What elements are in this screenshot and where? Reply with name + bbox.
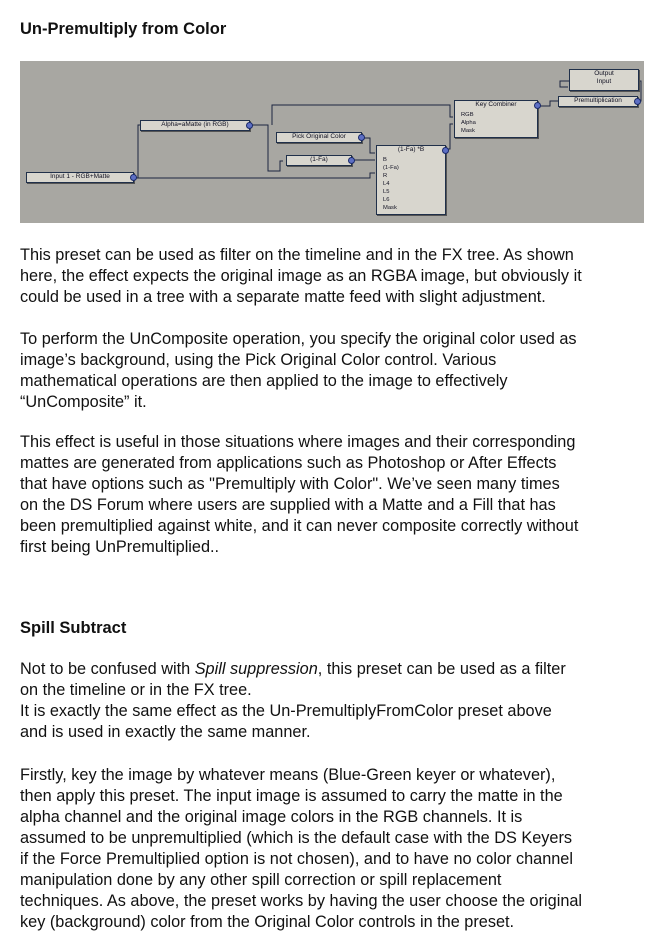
key-combiner-node[interactable] (454, 100, 538, 138)
output-node[interactable] (569, 69, 639, 91)
alpha-matte-node-output-port[interactable] (246, 122, 253, 129)
text-line: To perform the UnComposite operation, you specify the original color used as (20, 330, 577, 348)
text-fragment: , this preset can be used as a filter (317, 660, 566, 678)
text-line: It is exactly the same effect as the Un-PremultiplyFromColor preset above (20, 702, 552, 720)
text-line: could be used in a tree with a separate matte feed with slight adjustment. (20, 288, 546, 306)
premultiplication-node[interactable] (558, 96, 638, 107)
key-combiner-input-label: Mask (461, 128, 475, 134)
text-line: been premultiplied against white, and it can never composite correctly without (20, 517, 579, 535)
paragraph-spill-usage (20, 765, 650, 933)
key-combiner-input-label: RGB (461, 112, 474, 118)
paragraph-uncomposite (20, 329, 650, 413)
text-line: This preset can be used as filter on the timeline and in the FX tree. As shown (20, 246, 574, 264)
text-line: assumed to be unpremultiplied (which is the default case with the DS Keyers (20, 829, 573, 847)
text-line (20, 659, 650, 680)
text-line: manipulation done by any other spill correction or spill replacement (20, 871, 502, 889)
key-combiner-input-label: Alpha (461, 120, 476, 126)
key-combiner-output-port[interactable] (534, 102, 541, 109)
text-line: “UnComposite” it. (20, 393, 147, 411)
one-minus-fa-node[interactable] (286, 155, 352, 166)
text-line: that have options such as "Premultiply with Color". We’ve seen many times (20, 475, 560, 493)
text-line: alpha channel and the original image colors in the RGB channels. It is (20, 808, 523, 826)
paragraph-intro (20, 245, 650, 308)
section-heading-unpremultiply: Un-Premultiply from Color (20, 20, 227, 38)
alpha-matte-node[interactable] (140, 120, 250, 131)
one-minus-fa-node-output-port[interactable] (348, 157, 355, 164)
node-graph-diagram (20, 61, 644, 223)
alpha-matte-node-label: Alpha=aMatte (in RGB) (161, 121, 229, 128)
formula-input-label: (1-Fa) (383, 165, 399, 171)
text-line: on the timeline or in the FX tree. (20, 681, 252, 699)
input-node-label: Input 1 - RGB+Matte (50, 173, 110, 180)
text-line: Firstly, key the image by whatever means (Blue-Green keyer or whatever), (20, 766, 556, 784)
text-line: key (background) color from the Original Color controls in the preset. (20, 913, 515, 931)
input-node-output-port[interactable] (130, 174, 137, 181)
formula-input-label: L4 (383, 181, 390, 187)
text-line: This effect is useful in those situations where images and their corresponding (20, 433, 576, 451)
text-line: mattes are generated from applications such as Photoshop or After Effects (20, 454, 557, 472)
text-fragment: Not to be confused with (20, 660, 195, 678)
pick-original-color-node[interactable] (276, 132, 362, 143)
paragraph-usefulness (20, 432, 650, 558)
text-line: here, the effect expects the original image as an RGBA image, but obviously it (20, 267, 582, 285)
input-node[interactable] (26, 172, 134, 183)
formula-input-label: L6 (383, 197, 390, 203)
text-line: techniques. As above, the preset works by having the user choose the original (20, 892, 583, 910)
text-line: mathematical operations are then applied to the image to effectively (20, 372, 508, 390)
formula-node-label: (1-Fa) *B (397, 146, 425, 153)
text-line: then apply this preset. The input image is assumed to carry the matte in the (20, 787, 563, 805)
output-node-label: Output (594, 70, 614, 77)
pick-original-color-node-output-port[interactable] (358, 134, 365, 141)
output-node-input-label: Input (596, 78, 612, 85)
italic-term: Spill suppression (194, 660, 318, 678)
text-line: and is used in exactly the same manner. (20, 723, 311, 741)
paragraph-spill-intro (20, 659, 650, 743)
formula-output-port[interactable] (442, 147, 449, 154)
key-combiner-node-label: Key Combiner (475, 101, 517, 108)
one-minus-fa-node-label: (1-Fa) (310, 156, 328, 163)
formula-input-label: Mask (383, 205, 397, 211)
premultiplication-node-label: Premultiplication (574, 97, 622, 104)
text-line: on the DS Forum where users are supplied with a Matte and a Fill that has (20, 496, 556, 514)
premultiplication-output-port[interactable] (634, 98, 641, 105)
text-line: if the Force Premultiplied option is not chosen), and to have no color channel (20, 850, 573, 868)
text-line: image’s background, using the Pick Original Color control. Various (20, 351, 497, 369)
section-heading-spill-subtract: Spill Subtract (20, 619, 127, 637)
pick-original-color-node-label: Pick Original Color (292, 133, 346, 140)
formula-input-label: L5 (383, 189, 390, 195)
text-line: first being UnPremultiplied.. (20, 538, 220, 556)
formula-input-label: R (383, 173, 388, 179)
formula-input-label: B (383, 157, 387, 163)
formula-node[interactable] (376, 145, 446, 215)
